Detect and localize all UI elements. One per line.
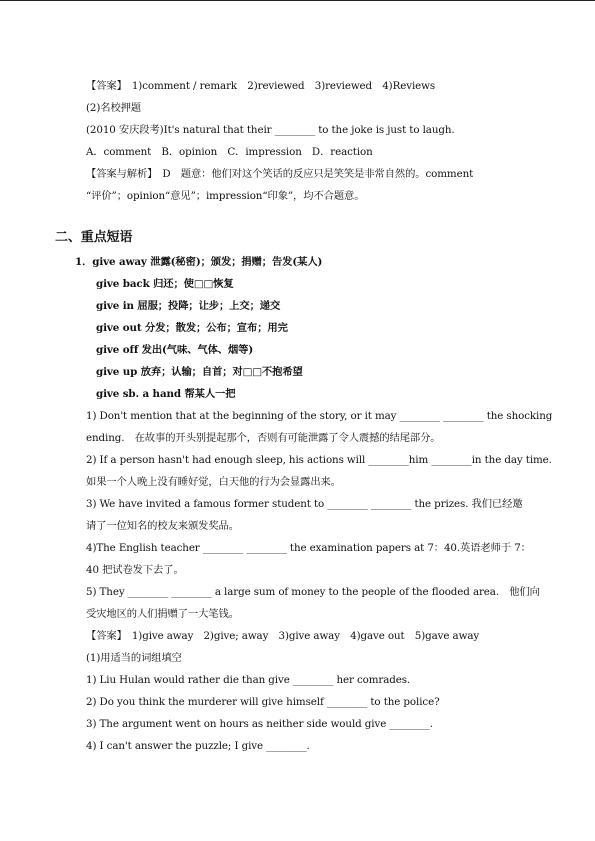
exercise-line: 5) They ________ ________ a large sum of money to the people of the flooded area. 他们向 [86,586,540,598]
top-rule [0,0,595,1]
fill-line: 4) I can't answer the puzzle; I give ________. [86,740,310,752]
phrase-item: give off 发出(气味、气体、烟等) [96,344,254,356]
fill-title: (1)用适当的词组填空 [86,652,182,664]
exercise-line: 2) If a person hasn't had enough sleep, his actions will ________him ________in the day time. [86,454,552,466]
phrase-item: give sb. a hand 帮某人一把 [96,388,236,400]
fill-line: 1) Liu Hulan would rather die than give ________ her comrades. [86,674,411,686]
analysis-line-2: “评价”；opinion“意见”；impression“印象”，均不合题意。 [86,190,365,202]
fill-line: 2) Do you think the murderer will give himself ________ to the police? [86,696,440,708]
exercise-line: 1) Don't mention that at the beginning of the story, or it may ________ ________ the shocking [86,410,553,422]
phrase-item: give up 放弃；认输；自首；对□□不抱希望 [96,366,303,378]
exercise-line: 如果一个人晚上没有睡好觉，白天他的行为会显露出来。 [86,476,341,488]
answer-line-1: 【答案】 1)comment / remark 2)reviewed 3)reviewed 4)Reviews [86,80,436,92]
phrase-item: give back 归还；使□□恢复 [96,278,234,290]
subsection-label: (2)名校押题 [86,102,142,114]
exercise-line: 40 把试卷发下去了。 [86,564,184,576]
phrase-item: give in 屈服；投降；让步；上交；递交 [96,300,281,312]
answer-line-2: 【答案】 1)give away 2)give; away 3)give away 4)gave out 5)gave away [86,630,480,642]
section-title: 二、重点短语 [55,230,133,245]
phrase-item: give out 分发；散发；公布；宣布；用完 [96,322,288,334]
exercise-line: 受灾地区的人们捐赠了一大笔钱。 [86,608,239,620]
question-options: A．comment B．opinion C．impression D．reaction [86,146,373,158]
analysis-line-1: 【答案与解析】 D 题意：他们对这个笑话的反应只是笑笑是非常自然的。comment [86,168,474,180]
exercise-line: 请了一位知名的校友来颁发奖品。 [86,520,239,532]
exercise-line: 4)The English teacher ________ ________ the examination papers at 7：40.英语老师于 7： [86,542,531,554]
exercise-line: 3) We have invited a famous former student to ________ ________ the prizes. 我们已经邀 [86,498,523,510]
exercise-line: ending. 在故事的开头别提起那个，否则有可能泄露了令人震撼的结尾部分。 [86,432,441,444]
fill-line: 3) The argument went on hours as neither side would give ________. [86,718,433,730]
phrase-item: 1．give away 泄露(秘密)；颁发；捐赠；告发(某人) [75,256,323,268]
question-text: (2010 安庆段考)It's natural that their ________ to the joke is just to laugh. [86,124,455,136]
